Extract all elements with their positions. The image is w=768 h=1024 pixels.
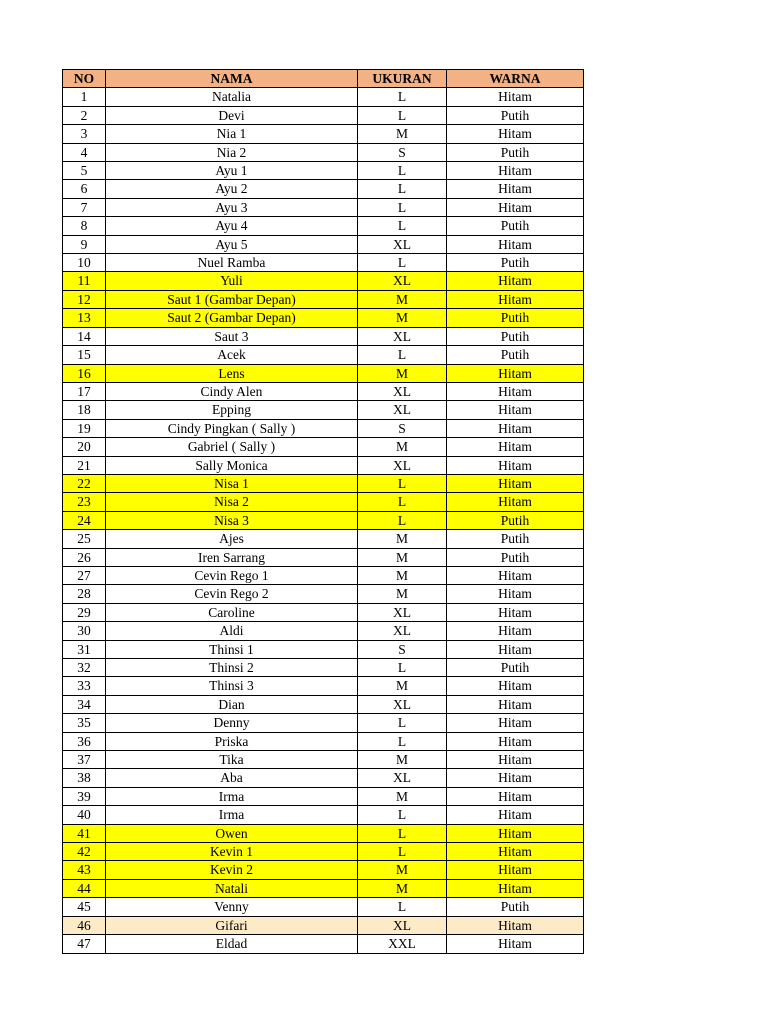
cell-ukuran: L [358, 474, 447, 492]
cell-no: 45 [63, 898, 106, 916]
cell-no: 39 [63, 787, 106, 805]
cell-nama: Ayu 3 [106, 198, 358, 216]
cell-no: 34 [63, 695, 106, 713]
cell-warna: Hitam [447, 456, 584, 474]
cell-ukuran: M [358, 585, 447, 603]
header-nama: NAMA [106, 70, 358, 88]
cell-warna: Putih [447, 548, 584, 566]
cell-no: 36 [63, 732, 106, 750]
cell-no: 28 [63, 585, 106, 603]
cell-ukuran: M [358, 787, 447, 805]
cell-nama: Natali [106, 879, 358, 897]
cell-no: 19 [63, 419, 106, 437]
cell-no: 38 [63, 769, 106, 787]
cell-nama: Saut 3 [106, 327, 358, 345]
cell-ukuran: XL [358, 235, 447, 253]
cell-no: 27 [63, 566, 106, 584]
cell-nama: Yuli [106, 272, 358, 290]
cell-nama: Cevin Rego 1 [106, 566, 358, 584]
table-row [63, 106, 584, 124]
cell-ukuran: L [358, 162, 447, 180]
cell-ukuran: M [358, 290, 447, 308]
cell-warna: Hitam [447, 806, 584, 824]
table-row [63, 272, 584, 290]
cell-ukuran: XL [358, 769, 447, 787]
table-row [63, 327, 584, 345]
cell-nama: Cindy Pingkan ( Sally ) [106, 419, 358, 437]
table-row [63, 456, 584, 474]
cell-ukuran: XL [358, 622, 447, 640]
cell-warna: Putih [447, 254, 584, 272]
table-row [63, 843, 584, 861]
table-row [63, 898, 584, 916]
cell-ukuran: M [358, 125, 447, 143]
table-row [63, 806, 584, 824]
cell-ukuran: M [358, 364, 447, 382]
cell-nama: Ayu 2 [106, 180, 358, 198]
cell-ukuran: L [358, 511, 447, 529]
cell-nama: Cevin Rego 2 [106, 585, 358, 603]
cell-nama: Kevin 1 [106, 843, 358, 861]
cell-no: 29 [63, 603, 106, 621]
cell-warna: Hitam [447, 290, 584, 308]
cell-no: 33 [63, 677, 106, 695]
cell-nama: Nisa 3 [106, 511, 358, 529]
cell-ukuran: XL [358, 401, 447, 419]
table-row [63, 659, 584, 677]
table-row [63, 622, 584, 640]
cell-ukuran: M [358, 879, 447, 897]
cell-nama: Denny [106, 714, 358, 732]
cell-no: 11 [63, 272, 106, 290]
cell-warna: Putih [447, 511, 584, 529]
cell-warna: Hitam [447, 622, 584, 640]
cell-no: 40 [63, 806, 106, 824]
cell-no: 43 [63, 861, 106, 879]
table-row [63, 364, 584, 382]
cell-warna: Putih [447, 327, 584, 345]
cell-warna: Hitam [447, 493, 584, 511]
cell-ukuran: XL [358, 695, 447, 713]
table-row [63, 438, 584, 456]
cell-no: 8 [63, 217, 106, 235]
table-row [63, 143, 584, 161]
header-warna: WARNA [447, 70, 584, 88]
cell-warna: Hitam [447, 272, 584, 290]
cell-nama: Nisa 2 [106, 493, 358, 511]
cell-no: 46 [63, 916, 106, 934]
cell-ukuran: XL [358, 916, 447, 934]
cell-ukuran: XL [358, 327, 447, 345]
cell-nama: Tika [106, 751, 358, 769]
cell-ukuran: XL [358, 382, 447, 400]
cell-warna: Hitam [447, 566, 584, 584]
cell-warna: Hitam [447, 180, 584, 198]
table-row [63, 125, 584, 143]
cell-nama: Ayu 5 [106, 235, 358, 253]
cell-no: 26 [63, 548, 106, 566]
cell-no: 20 [63, 438, 106, 456]
cell-ukuran: M [358, 677, 447, 695]
cell-no: 37 [63, 751, 106, 769]
cell-nama: Iren Sarrang [106, 548, 358, 566]
cell-no: 7 [63, 198, 106, 216]
table-row [63, 419, 584, 437]
table-row [63, 511, 584, 529]
cell-warna: Putih [447, 309, 584, 327]
table-row [63, 879, 584, 897]
cell-nama: Aldi [106, 622, 358, 640]
cell-no: 17 [63, 382, 106, 400]
table-row [63, 180, 584, 198]
table-row [63, 916, 584, 934]
cell-nama: Acek [106, 346, 358, 364]
cell-warna: Hitam [447, 879, 584, 897]
table-row [63, 382, 584, 400]
cell-warna: Hitam [447, 585, 584, 603]
cell-warna: Putih [447, 106, 584, 124]
cell-warna: Hitam [447, 198, 584, 216]
cell-no: 24 [63, 511, 106, 529]
cell-warna: Hitam [447, 732, 584, 750]
cell-ukuran: M [358, 530, 447, 548]
table-row [63, 861, 584, 879]
table-row [63, 548, 584, 566]
cell-ukuran: S [358, 640, 447, 658]
cell-warna: Hitam [447, 751, 584, 769]
cell-nama: Caroline [106, 603, 358, 621]
cell-warna: Hitam [447, 401, 584, 419]
cell-nama: Saut 1 (Gambar Depan) [106, 290, 358, 308]
table-row [63, 290, 584, 308]
cell-no: 10 [63, 254, 106, 272]
cell-nama: Cindy Alen [106, 382, 358, 400]
cell-ukuran: M [358, 566, 447, 584]
cell-no: 42 [63, 843, 106, 861]
cell-nama: Ajes [106, 530, 358, 548]
table-row [63, 935, 584, 953]
table-row [63, 235, 584, 253]
header-no: NO [63, 70, 106, 88]
cell-ukuran: M [358, 548, 447, 566]
cell-warna: Hitam [447, 677, 584, 695]
cell-warna: Hitam [447, 935, 584, 953]
cell-ukuran: L [358, 824, 447, 842]
cell-nama: Eldad [106, 935, 358, 953]
cell-nama: Natalia [106, 88, 358, 106]
table-row [63, 751, 584, 769]
cell-nama: Saut 2 (Gambar Depan) [106, 309, 358, 327]
cell-nama: Nuel Ramba [106, 254, 358, 272]
cell-nama: Owen [106, 824, 358, 842]
table-row [63, 732, 584, 750]
cell-ukuran: M [358, 438, 447, 456]
cell-ukuran: L [358, 659, 447, 677]
cell-ukuran: L [358, 254, 447, 272]
cell-no: 3 [63, 125, 106, 143]
cell-warna: Hitam [447, 88, 584, 106]
table-row [63, 217, 584, 235]
cell-nama: Priska [106, 732, 358, 750]
table-row [63, 198, 584, 216]
cell-no: 18 [63, 401, 106, 419]
cell-ukuran: XL [358, 272, 447, 290]
cell-ukuran: XL [358, 456, 447, 474]
cell-ukuran: L [358, 898, 447, 916]
cell-ukuran: S [358, 419, 447, 437]
cell-nama: Aba [106, 769, 358, 787]
cell-ukuran: L [358, 806, 447, 824]
cell-ukuran: M [358, 861, 447, 879]
cell-no: 9 [63, 235, 106, 253]
cell-warna: Putih [447, 530, 584, 548]
cell-ukuran: L [358, 198, 447, 216]
cell-ukuran: L [358, 180, 447, 198]
cell-warna: Putih [447, 346, 584, 364]
table-row [63, 769, 584, 787]
cell-no: 31 [63, 640, 106, 658]
header-ukuran: UKURAN [358, 70, 447, 88]
cell-warna: Hitam [447, 787, 584, 805]
cell-warna: Hitam [447, 382, 584, 400]
cell-warna: Hitam [447, 419, 584, 437]
table-row [63, 585, 584, 603]
table-row [63, 566, 584, 584]
cell-no: 4 [63, 143, 106, 161]
table-row [63, 530, 584, 548]
table-row [63, 346, 584, 364]
cell-ukuran: XXL [358, 935, 447, 953]
cell-nama: Irma [106, 806, 358, 824]
table-row [63, 824, 584, 842]
cell-nama: Thinsi 2 [106, 659, 358, 677]
cell-nama: Irma [106, 787, 358, 805]
cell-no: 30 [63, 622, 106, 640]
cell-warna: Hitam [447, 474, 584, 492]
cell-no: 44 [63, 879, 106, 897]
cell-no: 14 [63, 327, 106, 345]
cell-nama: Nisa 1 [106, 474, 358, 492]
cell-no: 12 [63, 290, 106, 308]
cell-ukuran: L [358, 106, 447, 124]
cell-no: 2 [63, 106, 106, 124]
cell-warna: Hitam [447, 861, 584, 879]
cell-warna: Hitam [447, 640, 584, 658]
cell-ukuran: XL [358, 603, 447, 621]
cell-no: 16 [63, 364, 106, 382]
header-row [63, 70, 584, 88]
cell-ukuran: L [358, 346, 447, 364]
cell-nama: Gifari [106, 916, 358, 934]
table-row [63, 401, 584, 419]
cell-no: 15 [63, 346, 106, 364]
cell-no: 25 [63, 530, 106, 548]
cell-warna: Hitam [447, 235, 584, 253]
cell-nama: Venny [106, 898, 358, 916]
cell-warna: Hitam [447, 769, 584, 787]
cell-nama: Nia 1 [106, 125, 358, 143]
cell-warna: Hitam [447, 843, 584, 861]
cell-ukuran: L [358, 714, 447, 732]
table-row [63, 474, 584, 492]
cell-no: 13 [63, 309, 106, 327]
table-row [63, 714, 584, 732]
cell-warna: Hitam [447, 438, 584, 456]
cell-warna: Hitam [447, 714, 584, 732]
cell-ukuran: L [358, 217, 447, 235]
cell-warna: Hitam [447, 824, 584, 842]
cell-nama: Gabriel ( Sally ) [106, 438, 358, 456]
cell-warna: Hitam [447, 916, 584, 934]
cell-ukuran: M [358, 309, 447, 327]
cell-ukuran: L [358, 88, 447, 106]
cell-no: 21 [63, 456, 106, 474]
cell-no: 23 [63, 493, 106, 511]
cell-no: 35 [63, 714, 106, 732]
table-row [63, 787, 584, 805]
table-row [63, 677, 584, 695]
cell-warna: Putih [447, 659, 584, 677]
cell-ukuran: L [358, 493, 447, 511]
cell-nama: Thinsi 1 [106, 640, 358, 658]
cell-no: 5 [63, 162, 106, 180]
cell-nama: Thinsi 3 [106, 677, 358, 695]
cell-nama: Lens [106, 364, 358, 382]
cell-nama: Ayu 1 [106, 162, 358, 180]
cell-no: 6 [63, 180, 106, 198]
cell-ukuran: S [358, 143, 447, 161]
cell-nama: Devi [106, 106, 358, 124]
cell-no: 1 [63, 88, 106, 106]
table-row [63, 88, 584, 106]
cell-nama: Dian [106, 695, 358, 713]
table-row [63, 309, 584, 327]
cell-warna: Hitam [447, 162, 584, 180]
order-table [62, 69, 584, 954]
cell-nama: Ayu 4 [106, 217, 358, 235]
cell-warna: Putih [447, 143, 584, 161]
table-row [63, 640, 584, 658]
cell-ukuran: M [358, 751, 447, 769]
cell-warna: Putih [447, 898, 584, 916]
table-row [63, 695, 584, 713]
cell-no: 47 [63, 935, 106, 953]
cell-nama: Kevin 2 [106, 861, 358, 879]
cell-no: 32 [63, 659, 106, 677]
table-row [63, 162, 584, 180]
table-row [63, 603, 584, 621]
cell-warna: Hitam [447, 603, 584, 621]
cell-no: 41 [63, 824, 106, 842]
table-row [63, 493, 584, 511]
cell-nama: Sally Monica [106, 456, 358, 474]
cell-nama: Epping [106, 401, 358, 419]
cell-warna: Hitam [447, 364, 584, 382]
cell-warna: Hitam [447, 125, 584, 143]
table-row [63, 254, 584, 272]
cell-ukuran: L [358, 843, 447, 861]
cell-ukuran: L [358, 732, 447, 750]
cell-warna: Putih [447, 217, 584, 235]
cell-nama: Nia 2 [106, 143, 358, 161]
cell-warna: Hitam [447, 695, 584, 713]
cell-no: 22 [63, 474, 106, 492]
